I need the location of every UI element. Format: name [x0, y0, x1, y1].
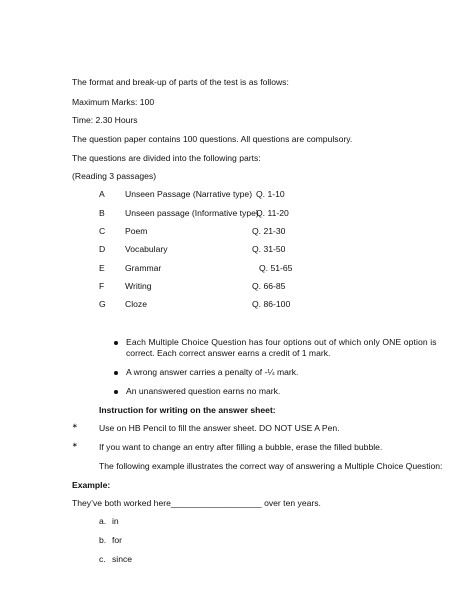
part-name: Vocabulary	[125, 244, 168, 254]
option-label: c.	[99, 554, 106, 564]
rule-line: correct. Each correct answer earns a credit of 1 mark.	[126, 348, 331, 358]
question-count: The question paper contains 100 questions. All questions are compulsory.	[72, 134, 353, 144]
part-letter: F	[99, 281, 105, 291]
rule-line: An unanswered question earns no mark.	[126, 386, 281, 396]
part-questions: Q. 86-100	[252, 299, 291, 309]
part-questions: Q. 21-30	[252, 226, 286, 236]
parts-intro: The questions are divided into the following parts:	[72, 153, 261, 163]
answer-sheet-rule-text: If you want to change an entry after filling a bubble, erase the filled bubble.	[99, 442, 383, 452]
part-questions: Q. 66-85	[252, 281, 286, 291]
part-name: Poem	[125, 226, 148, 236]
part-letter: G	[99, 299, 106, 309]
part-name: Grammar	[125, 263, 162, 273]
part-letter: A	[99, 189, 105, 199]
part-name: Unseen passage (Informative type)	[125, 208, 259, 218]
option-text: since	[112, 554, 133, 564]
passages-note: (Reading 3 passages)	[72, 171, 157, 181]
option-text: for	[112, 535, 123, 545]
part-letter: D	[99, 244, 106, 254]
part-questions: Q. 11-20	[256, 208, 289, 218]
part-name: Cloze	[125, 299, 147, 309]
option-text: in	[112, 516, 119, 526]
part-questions: Q. 51-65	[259, 263, 293, 273]
bullet-icon	[114, 390, 118, 394]
intro-text: The format and break-up of parts of the test is as follows:	[72, 77, 289, 87]
max-marks: Maximum Marks: 100	[72, 97, 155, 107]
part-letter: E	[99, 263, 105, 273]
part-name: Writing	[125, 281, 152, 291]
part-questions: Q. 1-10	[256, 189, 285, 199]
example-label: Example:	[72, 480, 111, 490]
bullet-icon	[114, 341, 118, 345]
option-label: b.	[99, 535, 107, 545]
asterisk-bullet-icon: ∗	[72, 423, 78, 430]
time-limit: Time: 2.30 Hours	[72, 115, 138, 125]
part-name: Unseen Passage (Narrative type)	[125, 189, 253, 199]
rule-line: A wrong answer carries a penalty of -¼ mark.	[126, 367, 299, 377]
option-label: a.	[99, 516, 107, 526]
answer-sheet-heading: Instruction for writing on the answer sheet:	[99, 405, 276, 415]
example-intro: The following example illustrates the correct way of answering a Multiple Choice Question:	[99, 461, 443, 471]
part-questions: Q. 31-50	[252, 244, 286, 254]
bullet-icon	[114, 371, 118, 375]
rule-line: Each Multiple Choice Question has four options out of which only ONE option is	[126, 337, 437, 347]
answer-sheet-rule-text: Use on HB Pencil to fill the answer sheet. DO NOT USE A Pen.	[99, 423, 340, 433]
part-letter: B	[99, 208, 105, 218]
part-letter: C	[99, 226, 106, 236]
example-sentence: They’ve both worked here___________________ over ten years.	[72, 498, 321, 508]
asterisk-bullet-icon: ∗	[72, 442, 78, 449]
